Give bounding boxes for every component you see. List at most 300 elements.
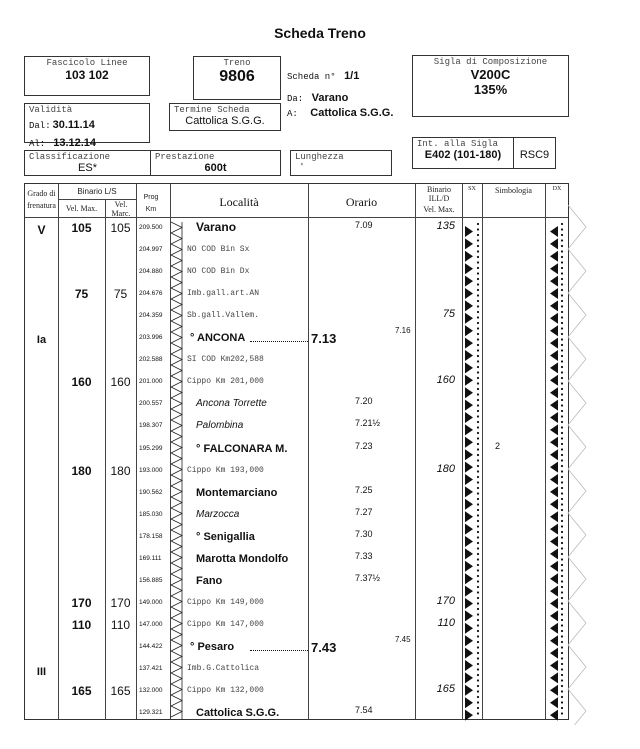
sx-triangle <box>465 623 473 634</box>
track-dot <box>477 393 479 395</box>
dx-triangle <box>550 499 558 510</box>
track-dot <box>477 597 479 599</box>
vel-marc-cell: 105 <box>110 221 131 235</box>
track-dot <box>477 663 479 665</box>
track-dot <box>477 448 479 450</box>
localita-cell: Marotta Mondolfo <box>196 552 289 565</box>
col-binario-illd: Binario ILL/D <box>427 185 451 203</box>
dx-triangle <box>550 263 558 274</box>
track-dot <box>477 569 479 571</box>
prog-km-cell: 193.000 <box>139 466 163 474</box>
localita-cell: Cippo Km 201,000 <box>187 377 264 387</box>
track-dot <box>477 674 479 676</box>
sx-triangle <box>465 263 473 274</box>
dx-triangle <box>550 573 558 584</box>
vel-ill-cell: 180 <box>436 462 455 475</box>
dx-triangle <box>550 251 558 262</box>
sx-triangle <box>465 536 473 547</box>
dx-triangle <box>550 350 558 361</box>
localita-cell: Sb.gall.Vallem. <box>187 311 260 321</box>
prog-km-cell: 204.880 <box>139 268 163 276</box>
track-dot <box>477 294 479 296</box>
vel-max-cell: 75 <box>74 287 89 302</box>
track-dot <box>477 619 479 621</box>
track-dot <box>477 371 479 373</box>
termine-box <box>169 103 281 131</box>
sx-triangle <box>465 313 473 324</box>
dx-triangle <box>550 474 558 485</box>
track-dot <box>477 272 479 274</box>
track-dot <box>477 525 479 527</box>
dx-triangle <box>550 660 558 671</box>
col-binario-ls: Binario L/S <box>77 187 117 196</box>
track-dot <box>477 349 479 351</box>
fascicolo-value: 103 102 <box>65 68 109 82</box>
track-dot <box>477 503 479 505</box>
dx-triangle <box>550 313 558 324</box>
col-localita: Località <box>219 195 259 209</box>
dx-triangle <box>550 226 558 237</box>
col-dx: DX <box>552 186 562 192</box>
sx-triangle <box>465 437 473 448</box>
track-dot <box>477 476 479 478</box>
track-dot <box>477 487 479 489</box>
vel-ill-cell: 160 <box>436 374 455 387</box>
sx-triangle <box>465 474 473 485</box>
localita-cell: Cippo Km 193,000 <box>187 465 264 475</box>
dx-triangle <box>550 561 558 572</box>
localita-cell: NO COD Bin Dx <box>187 267 250 277</box>
orario-cell: 7.23 <box>355 440 373 451</box>
orario-cell: 7.27 <box>355 506 373 517</box>
track-dot <box>477 382 479 384</box>
track-dot <box>477 250 479 252</box>
track-dot <box>477 404 479 406</box>
track-dot <box>477 327 479 329</box>
col-prog: Prog Km <box>143 194 159 213</box>
sx-triangle <box>465 276 473 287</box>
localita-cell: NO COD Bin Sx <box>187 245 250 255</box>
treno-value: 9806 <box>219 68 255 85</box>
dx-triangle <box>550 486 558 497</box>
sx-triangle <box>465 685 473 696</box>
validita-box <box>24 103 150 149</box>
track-dot <box>477 514 479 516</box>
track-dot <box>477 657 479 659</box>
track-dot <box>477 470 479 472</box>
prog-km-cell: 185.030 <box>139 510 163 518</box>
dx-triangle <box>550 362 558 373</box>
prog-km-cell: 190.562 <box>139 488 163 496</box>
prog-km-cell: 137.421 <box>139 665 163 672</box>
vel-ill-cell: 165 <box>436 683 455 696</box>
al-label: Al: <box>29 139 46 149</box>
sx-triangle <box>465 226 473 237</box>
termine-label: Termine Scheda <box>174 105 250 115</box>
track-dot <box>477 399 479 401</box>
vel-max-cell: 105 <box>71 221 92 235</box>
lungh-label: Lunghezza <box>295 152 344 162</box>
col-vel-max2: Vel. Max. <box>423 205 455 214</box>
sigla-value: V200C <box>470 67 511 82</box>
prog-km-cell: 195.299 <box>139 444 163 452</box>
sx-triangle <box>465 548 473 559</box>
dx-triangle <box>550 449 558 460</box>
dx-triangle <box>550 462 558 473</box>
track-dot <box>477 646 479 648</box>
scheda-value: 1/1 <box>344 70 360 82</box>
track-dot <box>477 542 479 544</box>
track-dot <box>477 421 479 423</box>
sx-triangle <box>465 424 473 435</box>
prog-km-cell: 202.588 <box>139 356 163 364</box>
track-dot <box>477 580 479 582</box>
prog-km-cell: 203.996 <box>139 334 163 342</box>
track-dot <box>477 685 479 687</box>
int-sigla-label: Int. alla Sigla <box>417 139 499 149</box>
dx-triangle <box>550 524 558 535</box>
track-dot <box>477 377 479 379</box>
prog-km-cell: 156.885 <box>139 576 163 584</box>
track-dot <box>477 696 479 698</box>
track-dot <box>477 498 479 500</box>
track-dot <box>477 388 479 390</box>
prog-km-cell: 204.359 <box>139 312 163 320</box>
track-dot <box>477 635 479 637</box>
prog-km-cell: 147.000 <box>139 620 163 628</box>
track-dot <box>477 228 479 230</box>
track-dot <box>477 679 479 681</box>
sx-triangle <box>465 648 473 659</box>
prog-km-cell: 169.111 <box>139 554 162 562</box>
localita-cell: Imb.G.Cattolica <box>187 664 260 673</box>
sx-triangle <box>465 660 473 671</box>
right-edge-zigzag <box>560 205 600 725</box>
track-dot <box>477 712 479 714</box>
dx-triangle <box>550 648 558 659</box>
localita-cell: Montemarciano <box>196 486 278 499</box>
track-dot <box>477 668 479 670</box>
orario-cell: 7.33 <box>355 550 373 561</box>
localita-cell: Cippo Km 132,000 <box>187 686 264 696</box>
track-dot <box>477 278 479 280</box>
dx-triangle <box>550 635 558 646</box>
sx-triangle <box>465 251 473 262</box>
vel-max-cell: 160 <box>71 375 92 390</box>
track-dot <box>477 575 479 577</box>
orario-cell: 7.20 <box>355 396 373 407</box>
track-dot <box>477 300 479 302</box>
localita-cell: Cattolica S.G.G. <box>196 707 280 720</box>
dx-triangle <box>550 400 558 411</box>
sx-triangle <box>465 288 473 299</box>
simbologia-value: 2 <box>495 441 501 451</box>
sx-triangle <box>465 561 473 572</box>
localita-cell: ° Senigallia <box>196 530 255 543</box>
dx-triangle <box>550 598 558 609</box>
sx-triangle <box>465 524 473 535</box>
sigla-pct: 135% <box>473 82 508 97</box>
localita-cell: Varano <box>196 220 237 234</box>
col-simbologia: Simbologia <box>495 186 532 195</box>
track-dot <box>477 289 479 291</box>
track-dot <box>477 641 479 643</box>
col-vel-marc: Vel. Marc. <box>111 200 131 218</box>
localita-cell: Palombina <box>196 420 244 432</box>
track-dot <box>477 283 479 285</box>
track-dot <box>477 267 479 269</box>
sx-triangle <box>465 400 473 411</box>
track-dot <box>477 261 479 263</box>
dx-triangle <box>550 685 558 696</box>
track-dot <box>477 338 479 340</box>
track-dot <box>477 531 479 533</box>
lungh-value: ' <box>301 162 303 173</box>
fascicolo-label: Fascicolo Linee <box>46 58 128 68</box>
dx-triangle <box>550 375 558 386</box>
track-dot <box>477 360 479 362</box>
orario-cell: 7.54 <box>355 705 373 716</box>
sx-triangle <box>465 350 473 361</box>
track-dot <box>477 652 479 654</box>
edge-zigzag-line <box>568 205 586 725</box>
track-dot <box>477 443 479 445</box>
localita-cell: Cippo Km 147,000 <box>187 619 264 629</box>
vel-marc-cell: 75 <box>113 287 128 302</box>
prest-label: Prestazione <box>155 152 215 162</box>
int-sigla-value: E402 (101-180) <box>424 149 502 161</box>
dx-triangle <box>550 238 558 249</box>
sx-triangle <box>465 338 473 349</box>
sx-triangle <box>465 375 473 386</box>
dx-triangle <box>550 387 558 398</box>
al-value: 13.12.14 <box>53 137 97 149</box>
prog-km-cell: 178.158 <box>139 532 163 540</box>
da-label: Da: <box>287 94 304 104</box>
vel-max-cell: 180 <box>71 463 92 478</box>
vel-ill-cell: 170 <box>436 594 455 607</box>
prog-km-cell: 149.000 <box>139 598 163 606</box>
sx-triangle <box>465 486 473 497</box>
track-dot <box>477 553 479 555</box>
track-dot <box>477 630 479 632</box>
dx-triangle <box>550 623 558 634</box>
vel-ill-cell: 135 <box>436 220 455 232</box>
track-dot <box>477 459 479 461</box>
track-dot <box>477 701 479 703</box>
dx-triangle <box>550 672 558 683</box>
fascicolo-box <box>24 56 150 96</box>
track-dot <box>477 426 479 428</box>
track-dot <box>477 344 479 346</box>
dal-value: 30.11.14 <box>52 119 95 131</box>
sx-triangle <box>465 573 473 584</box>
orario-cell: 7.30 <box>355 528 373 539</box>
localita-cell: Ancona Torrette <box>196 398 267 410</box>
col-grado: Grado di frenatura <box>27 189 56 210</box>
track-dot <box>477 608 479 610</box>
class-label: Classificazione <box>29 152 111 162</box>
track-dot <box>477 520 479 522</box>
track-dot <box>477 305 479 307</box>
orario-cell: 7.21½ <box>355 418 381 429</box>
sx-triangle <box>465 449 473 460</box>
localita-cell: Marzocca <box>196 508 240 520</box>
track-dot <box>477 432 479 434</box>
dx-triangle <box>550 412 558 423</box>
track-dot <box>477 311 479 313</box>
scheda-label: Scheda n° <box>287 72 336 82</box>
track-dot <box>477 492 479 494</box>
vel-max-cell: 165 <box>71 684 92 699</box>
grade-ia: Ia <box>36 334 47 346</box>
treno-label: Treno <box>223 58 251 68</box>
main-table <box>24 183 569 720</box>
prog-km-cell: 144.422 <box>139 642 163 650</box>
dal-label: Dal: <box>29 121 51 131</box>
track-dot <box>477 465 479 467</box>
dx-triangle <box>550 325 558 336</box>
track-dot <box>477 624 479 626</box>
termine-value: Cattolica S.G.G. <box>185 115 265 127</box>
dx-triangle <box>550 710 558 721</box>
sx-triangle <box>465 462 473 473</box>
vel-marc-cell: 110 <box>110 617 131 632</box>
orario-cell: 7.13 <box>311 331 337 347</box>
orario2-cell: 7.16 <box>395 326 411 336</box>
vel-marc-cell: 180 <box>110 463 131 478</box>
sx-triangle <box>465 387 473 398</box>
prog-km-cell: 132.000 <box>139 687 163 695</box>
track-dot <box>477 234 479 236</box>
track-dot <box>477 410 479 412</box>
prog-km-cell: 200.557 <box>139 400 163 408</box>
dx-triangle <box>550 338 558 349</box>
track-dot <box>477 591 479 593</box>
localita-cell: ° FALCONARA M. <box>196 442 288 455</box>
dx-triangle <box>550 276 558 287</box>
symbology-graphic <box>25 184 570 721</box>
vel-max-cell: 110 <box>71 617 92 632</box>
sx-triangle <box>465 710 473 721</box>
sigla-label: Sigla di Composizione <box>433 57 548 67</box>
orario-cell: 7.43 <box>311 639 337 655</box>
stop-leader-dots <box>250 650 308 651</box>
sx-triangle <box>465 238 473 249</box>
track-dot <box>477 454 479 456</box>
classificazione-box <box>24 150 151 176</box>
track-zigzag <box>171 222 182 717</box>
vel-ill-cell: 75 <box>442 308 455 321</box>
localita-cell: ° Pesaro <box>190 640 235 653</box>
track-dot <box>477 707 479 709</box>
orario2-cell: 7.45 <box>395 634 411 644</box>
track-dot <box>477 602 479 604</box>
sx-triangle <box>465 697 473 708</box>
dx-triangle <box>550 586 558 597</box>
track-dot <box>477 333 479 335</box>
prog-km-cell: 209.500 <box>139 224 163 231</box>
track-dot <box>477 355 479 357</box>
sx-triangle <box>465 598 473 609</box>
track-dot <box>477 239 479 241</box>
dx-triangle <box>550 697 558 708</box>
track-dot <box>477 536 479 538</box>
dx-triangle <box>550 300 558 311</box>
localita-cell: ° ANCONA <box>190 332 246 345</box>
sx-triangle <box>465 672 473 683</box>
orario-cell: 7.25 <box>355 484 373 495</box>
col-orario: Orario <box>345 195 378 209</box>
col-sx: SX <box>468 186 476 192</box>
prog-km-cell: 201.000 <box>139 378 163 386</box>
vel-marc-cell: 160 <box>110 375 131 390</box>
track-dot <box>477 245 479 247</box>
prog-km-cell: 198.307 <box>139 422 163 430</box>
track-dot <box>477 558 479 560</box>
validita-label: Validità <box>29 105 73 115</box>
sx-triangle <box>465 610 473 621</box>
sx-triangle <box>465 300 473 311</box>
localita-cell: Fano <box>196 574 223 587</box>
track-dot <box>477 586 479 588</box>
track-dot <box>477 613 479 615</box>
prog-km-cell: 204.676 <box>139 290 163 298</box>
vel-marc-cell: 170 <box>110 595 131 610</box>
grade-iii: III <box>36 666 47 678</box>
treno-box <box>193 56 281 100</box>
sx-triangle <box>465 362 473 373</box>
track-dot <box>477 256 479 258</box>
col-vel-max: Vel. Max. <box>65 204 98 213</box>
track-dot <box>477 223 479 225</box>
prog-km-cell: 204.997 <box>139 246 163 254</box>
track-dot <box>477 322 479 324</box>
int-sigla-box <box>412 137 514 169</box>
track-dot <box>477 366 479 368</box>
stop-leader-dots <box>250 341 308 342</box>
a-value: Cattolica S.G.G. <box>310 107 394 119</box>
dx-triangle <box>550 288 558 299</box>
prest-value: 600t <box>204 162 227 174</box>
vel-max-cell: 170 <box>71 595 92 610</box>
sx-triangle <box>465 325 473 336</box>
dx-triangle <box>550 548 558 559</box>
a-label: A: <box>287 109 298 119</box>
prestazione-box <box>150 150 281 176</box>
page-title: Scheda Treno <box>274 25 366 41</box>
sx-triangle <box>465 635 473 646</box>
dx-triangle <box>550 437 558 448</box>
sx-triangle <box>465 412 473 423</box>
localita-cell: Cippo Km 149,000 <box>187 597 264 607</box>
sx-triangle <box>465 511 473 522</box>
vel-ill-cell: 110 <box>437 616 455 629</box>
track-dot <box>477 564 479 566</box>
track-dot <box>477 481 479 483</box>
sx-triangle <box>465 499 473 510</box>
grade-v: V <box>37 223 46 237</box>
orario-cell: 7.37½ <box>355 572 381 583</box>
track-dot <box>477 316 479 318</box>
rsc-value: RSC9 <box>519 149 550 161</box>
dx-triangle <box>550 536 558 547</box>
class-value: ES* <box>78 162 97 174</box>
scheda-block <box>287 66 397 84</box>
localita-cell: SI COD Km202,588 <box>187 355 264 365</box>
a-block <box>287 103 393 121</box>
rsc-box <box>513 137 556 169</box>
